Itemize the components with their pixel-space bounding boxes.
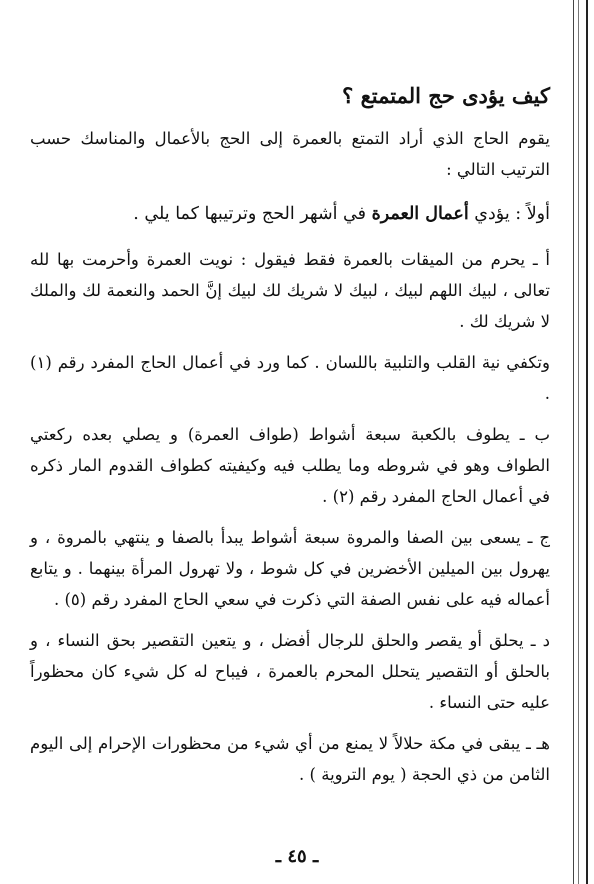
intro-paragraph: يقوم الحاج الذي أراد التمتع بالعمرة إلى الحج بالأعمال والمناسك حسب الترتيب التالي : <box>30 129 550 179</box>
book-spine-edge <box>573 0 588 884</box>
point-one-prefix: أولاً : يؤدي <box>468 204 550 224</box>
point-one-bold: أعمال العمرة <box>371 204 469 224</box>
item-alif: أ ـ يحرم من الميقات بالعمرة فقط فيقول : نويت العمرة وأحرمت بها لله تعالى ، لبيك اللهم لبيك ، لبيك لا شريك لك لبيك إنَّ الحمد والنعمة لك والملك لا شريك لك . <box>30 250 550 331</box>
page-title: كيف يؤدى حج المتمتع ؟ <box>342 83 550 108</box>
page-number: ـ ٤٥ ـ <box>275 846 319 867</box>
point-one-paragraph <box>30 199 550 230</box>
item-dal: د ـ يحلق أو يقصر والحلق للرجال أفضل ، و يتعين التقصير بحق النساء ، و بالحلق أو التقصير يتحلل المحرم بالعمرة ، فيباح له كل شيء كان محظوراً عليه حتى النساء . <box>30 631 550 712</box>
page-body <box>30 80 550 800</box>
point-one-rest: في أشهر الحج وترتيبها كما يلي . <box>133 204 372 224</box>
item-jim: ج ـ يسعى بين الصفا والمروة سبعة أشواط يبدأ بالصفا و ينتهي بالمروة ، و يهرول بين الميلين الأخضرين في كل شوط ، ولا تهرول المرأة بينهما . و يتابع أعماله فيه على نفس الصفة التي ذكرت في سعي الحاج المفرد رقم (٥) . <box>30 528 550 609</box>
item-ha: هـ ـ يبقى في مكة حلالاً لا يمنع من أي شيء من محظورات الإحرام إلى اليوم الثامن من ذي الحجة ( يوم التروية ) . <box>30 734 550 784</box>
item-ba: ب ـ يطوف بالكعبة سبعة أشواط (طواف العمرة) و يصلي بعده ركعتي الطواف وهو في شروطه وما يطلب فيه وكيفيته كطواف القدوم المار ذكره في أعمال الحاج المفرد رقم (٢) . <box>30 425 550 506</box>
item-note: وتكفي نية القلب والتلبية باللسان . كما ورد في أعمال الحاج المفرد رقم (١) . <box>30 353 550 403</box>
